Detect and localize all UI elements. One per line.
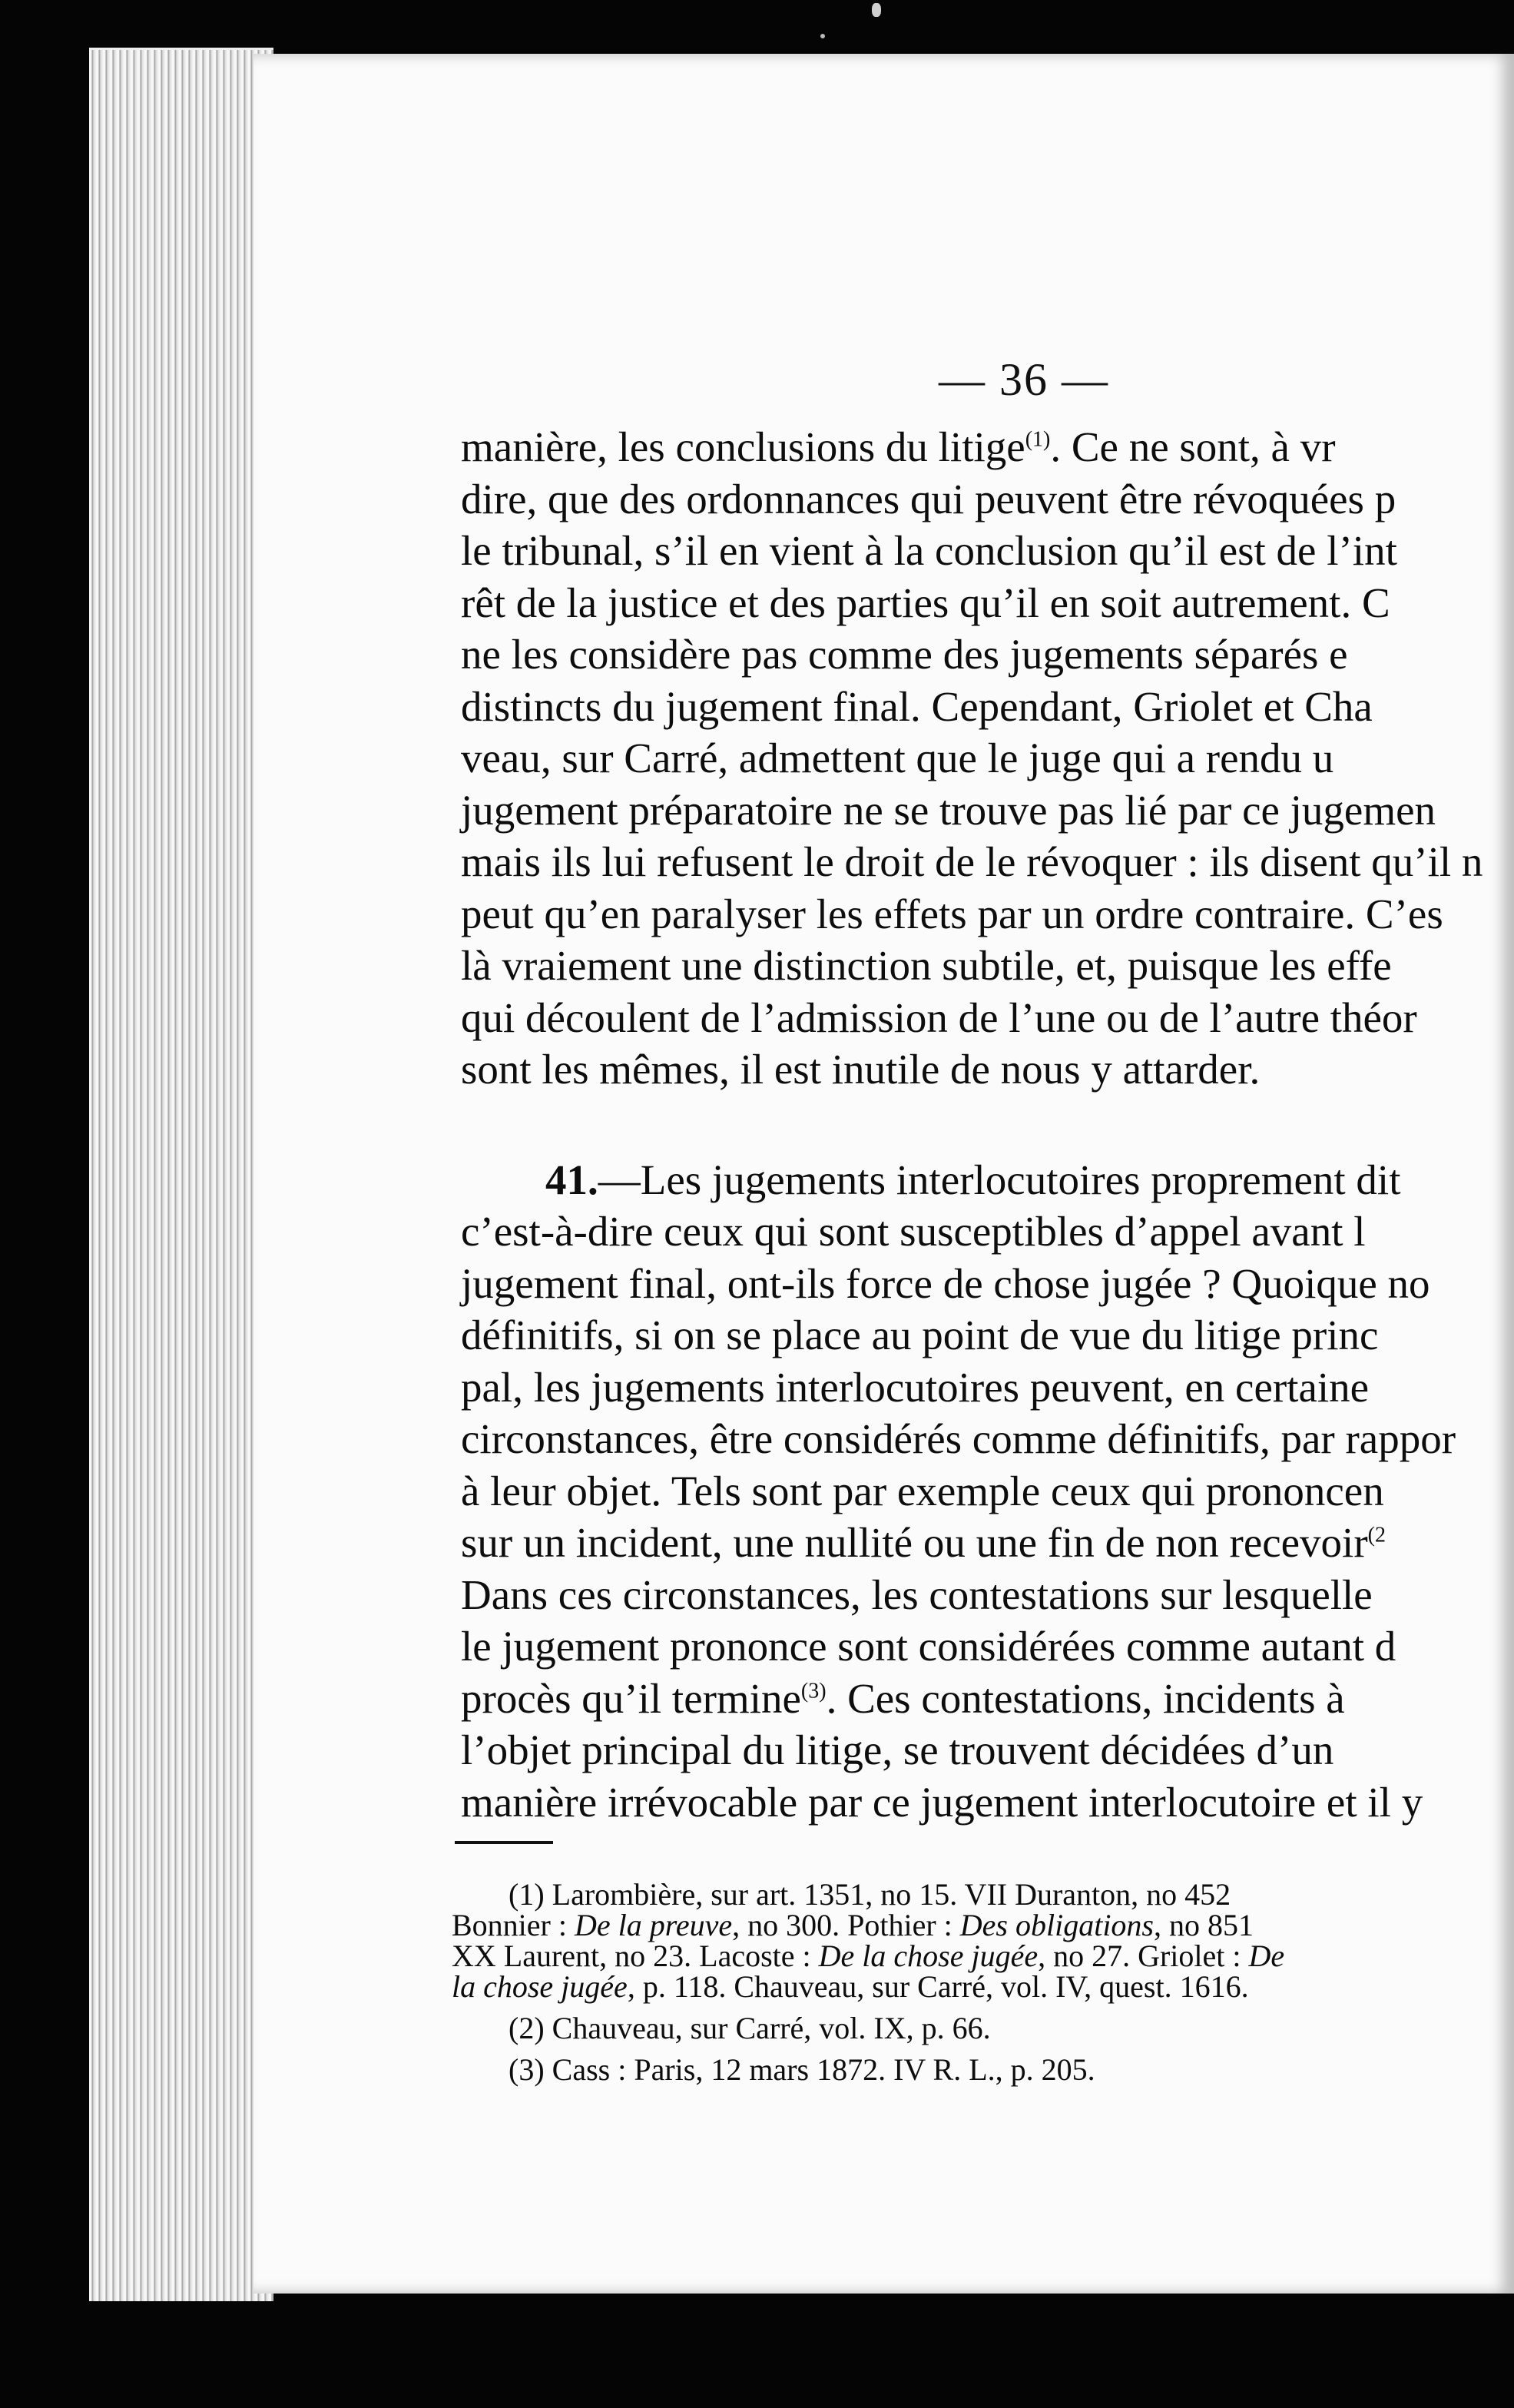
paragraph-1 xyxy=(461,421,1514,1096)
footnote-rule xyxy=(455,1841,553,1844)
body-text xyxy=(461,421,1514,1828)
footnote-3: (3) Cass : Paris, 12 mars 1872. IV R. L., p. 205. xyxy=(509,2052,1095,2087)
line-text: circonstances, être considérés comme définitifs, par rappor xyxy=(461,1415,1456,1462)
line-text: le jugement prononce sont considérées comme autant d xyxy=(461,1623,1396,1670)
footnote-1 xyxy=(452,1879,1514,2002)
text-line xyxy=(461,1362,1514,1414)
section-number: 41. xyxy=(545,1156,598,1203)
text-line xyxy=(461,525,1514,577)
footnote-title: De xyxy=(1248,1939,1285,1973)
text-line xyxy=(461,681,1514,733)
line-text: peut qu’en paralyser les effets par un ordre contraire. C’es xyxy=(461,890,1443,937)
scan-speck xyxy=(872,3,881,17)
line-text: mais ils lui refusent le droit de le révoquer : ils disent qu’il n xyxy=(461,838,1483,885)
line-text: sont les mêmes, il est inutile de nous y attarder. xyxy=(461,1046,1261,1093)
text-line xyxy=(461,888,1514,940)
footnote-line xyxy=(452,1941,1514,1972)
paragraph-gap xyxy=(461,1096,1514,1154)
text-line xyxy=(461,1413,1514,1465)
text-line xyxy=(461,629,1514,681)
text-line xyxy=(461,1154,1514,1206)
line-text: l’objet principal du litige, se trouvent décidées d’un xyxy=(461,1726,1334,1773)
line-text: manière, les conclusions du litige xyxy=(461,423,1025,470)
footnote-2: (2) Chauveau, sur Carré, vol. IX, p. 66. xyxy=(509,2011,991,2045)
line-text: rêt de la justice et des parties qu’il en soit autrement. C xyxy=(461,579,1390,626)
line-text: là vraiement une distinction subtile, et, puisque les effe xyxy=(461,942,1392,989)
line-text: procès qu’il termine xyxy=(461,1674,801,1722)
line-text: . Ces contestations, incidents à xyxy=(826,1674,1345,1722)
line-text: distincts du jugement final. Cependant, Griolet et Cha xyxy=(461,682,1373,730)
footnote-text: , p. 118. Chauveau, sur Carré, vol. IV, quest. 1616. xyxy=(627,1969,1249,2004)
line-text: veau, sur Carré, admettent que le juge qui a rendu u xyxy=(461,735,1334,781)
footnote-title: De la chose jugée xyxy=(818,1939,1039,1973)
line-text: ne les considère pas comme des jugements séparés e xyxy=(461,631,1348,678)
text-line xyxy=(461,992,1514,1044)
text-line xyxy=(461,732,1514,784)
footnote-line xyxy=(452,1879,1514,1910)
text-line xyxy=(461,473,1514,526)
text-line xyxy=(461,1724,1514,1776)
footnote-title: Des obligations xyxy=(959,1908,1154,1942)
footnote-marker: (3) xyxy=(800,1679,827,1703)
text-line xyxy=(461,1776,1514,1829)
footnote-marker: (2 xyxy=(1367,1523,1386,1547)
line-text: pal, les jugements interlocutoires peuvent, en certaine xyxy=(461,1363,1370,1411)
page-number: — 36 — xyxy=(939,354,1109,405)
text-line xyxy=(461,836,1514,888)
text-line xyxy=(461,1673,1514,1725)
footnote-text: , no 300. Pothier : xyxy=(732,1908,960,1942)
page-edge-stack xyxy=(89,48,273,2301)
footnote-title: la chose jugée xyxy=(452,1969,628,2004)
text-line xyxy=(461,577,1514,629)
text-line xyxy=(461,1258,1514,1310)
footnotes xyxy=(452,1879,1514,2085)
footnote-marker: (1) xyxy=(1025,427,1051,452)
text-line xyxy=(461,421,1514,473)
text-line xyxy=(461,1517,1514,1569)
line-text: Dans ces circonstances, les contestations sur lesquelle xyxy=(461,1571,1373,1618)
line-text: le tribunal, s’il en vient à la conclusion qu’il est de l’int xyxy=(461,527,1397,574)
line-text: . Ce ne sont, à vr xyxy=(1050,423,1336,470)
footnote-text: Bonnier : xyxy=(452,1908,575,1942)
line-text: c’est-à-dire ceux qui sont susceptibles d’appel avant l xyxy=(461,1208,1366,1255)
line-text: qui découlent de l’admission de l’une ou de l’autre théor xyxy=(461,993,1417,1041)
footnote-line xyxy=(452,1969,1514,2004)
line-text: sur un incident, une nullité ou une fin de non recevoir xyxy=(461,1519,1368,1566)
scan-speck xyxy=(820,34,825,38)
text-line xyxy=(461,1569,1514,1621)
footnote-title: De la preuve xyxy=(574,1908,733,1942)
footnote-line xyxy=(452,1910,1514,1941)
text-line xyxy=(461,940,1514,992)
text-line xyxy=(461,1043,1514,1096)
line-text: définitifs, si on se place au point de vue du litige princ xyxy=(461,1312,1379,1358)
text-line xyxy=(461,1620,1514,1673)
footnote-text: , no 27. Griolet : xyxy=(1038,1939,1249,1973)
line-text: —Les jugements interlocutoires proprement dit xyxy=(598,1156,1401,1203)
text-line xyxy=(461,1309,1514,1362)
text-line xyxy=(461,784,1514,837)
book-page xyxy=(253,54,1514,2294)
footnote-text: (1) Larombière, sur art. 1351, no 15. VII Duranton, no 452 xyxy=(509,1877,1231,1912)
paragraph-2 xyxy=(461,1154,1514,1829)
line-text: manière irrévocable par ce jugement interlocutoire et il y xyxy=(461,1778,1423,1826)
text-line xyxy=(461,1206,1514,1258)
line-text: dire, que des ordonnances qui peuvent être révoquées p xyxy=(461,475,1396,522)
text-line xyxy=(461,1465,1514,1517)
footnote-text: XX Laurent, no 23. Lacoste : xyxy=(452,1939,819,1973)
line-text: jugement préparatoire ne se trouve pas lié par ce jugemen xyxy=(461,786,1436,834)
line-text: jugement final, ont-ils force de chose jugée ? Quoique no xyxy=(461,1259,1430,1307)
line-text: à leur objet. Tels sont par exemple ceux qui prononcen xyxy=(461,1467,1384,1514)
footnote-text: , no 851 xyxy=(1154,1908,1254,1942)
